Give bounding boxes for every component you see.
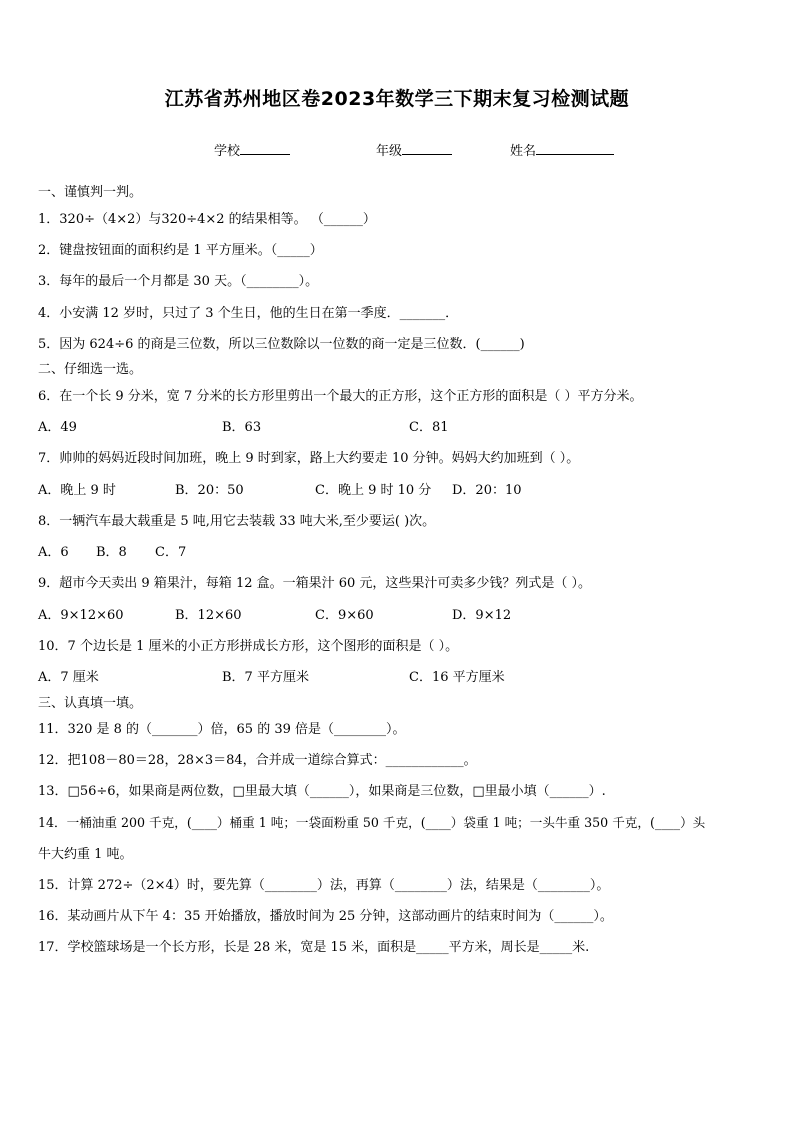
q9-option-c: C．9×60 — [315, 608, 374, 623]
q10-option-c: C．16 平方厘米 — [409, 670, 505, 685]
q6-option-a: A．49 — [38, 420, 77, 435]
grade-label: 年级 — [376, 144, 403, 159]
section-heading-fill: 三、认真填一填。 — [38, 696, 143, 711]
question-2: 2．键盘按钮面的面积约是 1 平方厘米。（_____） — [38, 243, 323, 258]
question-17: 17．学校篮球场是一个长方形，长是 28 米，宽是 15 米，面积是_____平方米，周长是_____米. — [38, 940, 590, 955]
question-1: 1．320÷（4×2）与320÷4×2 的结果相等。 （______） — [38, 212, 376, 227]
question-13: 13．□56÷6，如果商是两位数，□里最大填（______），如果商是三位数，□里最小填（______）. — [38, 784, 606, 799]
question-14: 14．一桶油重 200 千克，(____）桶重 1 吨；一袋面粉重 50 千克，(____）袋重 1 吨；一头牛重 350 千克，(____）头 — [38, 815, 706, 830]
q7-option-b: B．20：50 — [175, 483, 244, 498]
q6-option-b: B．63 — [222, 420, 262, 435]
name-label: 姓名 — [510, 144, 537, 159]
q7-option-d: D．20：10 — [452, 483, 522, 498]
q9-option-d: D．9×12 — [452, 608, 512, 623]
q8-option-c: C．7 — [155, 545, 187, 560]
q9-option-b: B．12×60 — [175, 608, 242, 623]
question-8: 8．一辆汽车最大载重是 5 吨,用它去装载 33 吨大米,至少要运( )次。 — [38, 514, 436, 529]
q7-option-c: C．晚上 9 时 10 分 — [315, 483, 432, 498]
question-9: 9．超市今天卖出 9 箱果汁，每箱 12 盒。一箱果汁 60 元，这些果汁可卖多少钱？列式是（ ）。 — [38, 576, 592, 591]
name-blank[interactable] — [536, 142, 614, 155]
grade-blank[interactable] — [402, 142, 452, 155]
section-heading-judge: 一、谨慎判一判。 — [38, 185, 143, 200]
question-10: 10．7 个边长是 1 厘米的小正方形拼成长方形，这个图形的面积是（ ）。 — [38, 639, 459, 654]
name-field — [510, 140, 614, 159]
school-field — [214, 140, 290, 159]
question-12: 12．把108－80＝28，28×3＝84，合并成一道综合算式：____________。 — [38, 753, 477, 768]
q7-option-a: A．晚上 9 时 — [38, 483, 116, 498]
question-16: 16．某动画片从下午 4：35 开始播放，播放时间为 25 分钟，这部动画片的结束时间为（______）。 — [38, 909, 613, 924]
q10-option-b: B．7 平方厘米 — [222, 670, 309, 685]
school-blank[interactable] — [240, 142, 290, 155]
question-5: 5．因为 624÷6 的商是三位数，所以三位数除以一位数的商一定是三位数．(______) — [38, 337, 525, 352]
q8-option-a: A．6 — [38, 545, 69, 560]
q10-option-a: A．7 厘米 — [38, 670, 99, 685]
q9-option-a: A．9×12×60 — [38, 608, 124, 623]
q6-option-c: C．81 — [409, 420, 449, 435]
question-4: 4．小安满 12 岁时，只过了 3 个生日，他的生日在第一季度．_______． — [38, 306, 459, 321]
page-title: 江苏省苏州地区卷2023年数学三下期末复习检测试题 — [164, 88, 630, 110]
question-14-continued: 牛大约重 1 吨。 — [38, 847, 133, 862]
grade-field — [376, 140, 452, 159]
section-heading-choose: 二、仔细选一选。 — [38, 362, 143, 377]
question-7: 7．帅帅的妈妈近段时间加班，晚上 9 时到家，路上大约要走 10 分钟。妈妈大约加班到（ ）。 — [38, 451, 580, 466]
question-3: 3．每年的最后一个月都是 30 天。（________）。 — [38, 274, 319, 289]
question-6: 6．在一个长 9 分米，宽 7 分米的长方形里剪出一个最大的正方形，这个正方形的面积是（ ）平方分米。 — [38, 389, 643, 404]
q8-option-b: B．8 — [96, 545, 127, 560]
school-label: 学校 — [214, 144, 241, 159]
question-15: 15．计算 272÷（2×4）时，要先算（________）法，再算（________）法，结果是（________）。 — [38, 878, 610, 893]
question-11: 11．320 是 8 的（_______）倍，65 的 39 倍是（________）。 — [38, 722, 406, 737]
